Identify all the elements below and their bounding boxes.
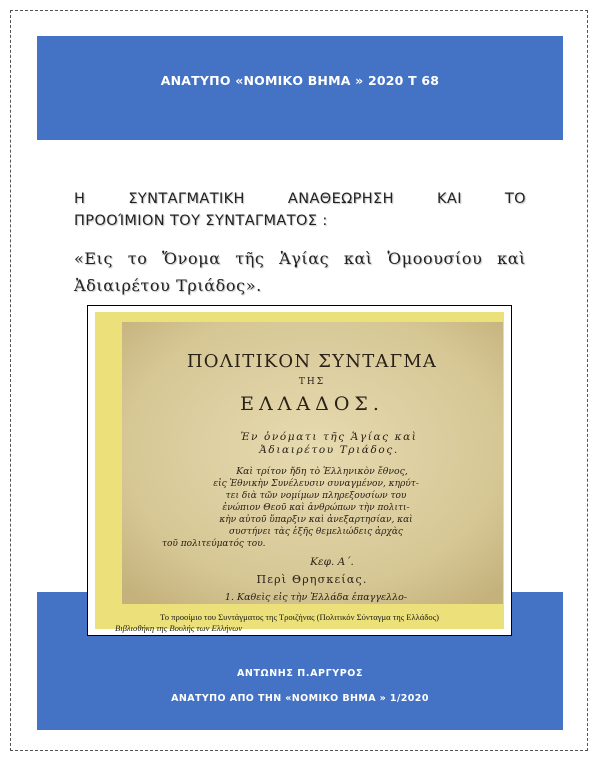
header-banner [37,36,563,140]
figure-frame [95,312,504,633]
scan-article: 1. Καθεὶς εἰς τὴν Ἑλλάδα ἐπαγγελλο- [224,592,408,603]
header-banner-text: ΑΝΑΤΥΠΟ «ΝΟΜΙΚΟ ΒΗΜΑ » 2020 Τ 68 [160,73,440,88]
reprint-notice: ΑΝΑΤΥΠΟ ΑΠΟ ΤΗΝ «ΝΟΜΙΚΟ ΒΗΜΑ » 1/2020 [171,693,429,704]
scan-invocation-2: Ἀδιαιρέτου Τριάδος. [259,444,399,456]
scan-section: Περὶ Θρησκείας. [256,573,368,586]
title-word: Η [74,191,86,207]
title-word: ΑΝΑΘΕΩΡΗΣΗ [287,191,394,207]
constitution-scan-image [122,322,503,604]
title-word: ΤΟ [504,191,526,207]
scan-body-line: Καὶ τρίτον ἤδη τὸ Ἑλληνικὸν ἔθνος, [236,466,408,477]
document-subtitle: «Εις το Ὄνομα τῆς Ἁγίας καὶ Ὁμοουσίου καὶ Ἀδιαιρέτου Τριάδος». [74,249,526,295]
title-word: ΚΑΙ [436,191,462,207]
scan-body-line: τει διὰ τῶν νομίμων πληρεξουσίων του [225,491,407,501]
title-line-2: ΠΡΟΟΊΜΙΟΝ ΤΟΥ ΣΥΝΤΑΓΜΑΤΟΣ : [74,213,328,229]
constitution-figure [87,305,512,636]
scan-invocation-1: Ἐν ὀνόματι τῆς Ἁγίας καὶ [240,431,418,443]
figure-caption: Το προοίμιο του Συντάγματος της Τροιζήνας (Πολιτικόν Σύνταγμα της Ελλάδος) [160,612,439,622]
scan-page-svg [122,322,503,604]
scan-body-line: τοῦ πολιτεύματός του. [162,539,266,549]
scan-body-line: συστήνει τὰς ἑξῆς θεμελιώδεις ἀρχὰς [229,527,403,537]
scan-body-line: κὴν αὐτοῦ ὕπαρξιν καὶ ἀνεξαρτησίαν, καὶ [219,515,413,525]
title-word: ΣΥΝΤΑΓΜΑΤΙΚΗ [128,191,245,207]
scan-body-line: ἐνώπιον Θεοῦ καὶ ἀνθρώπων τὴν πολιτι- [222,503,410,513]
author-name: ΑΝΤΩΝΗΣ Π.ΑΡΓΥΡΟΣ [236,668,364,679]
title-line-1 [74,188,526,210]
scan-heading: ΠΟΛΙΤΙΚΟΝ ΣΥΝΤΑΓΜΑ [186,351,438,372]
scan-the: ΤΗΣ [298,377,326,387]
scan-country: ΕΛΛΑΔΟΣ. [240,393,384,415]
scan-chapter: Κεφ. Α΄. [310,556,354,568]
document-title [74,188,526,232]
figure-source: Βιβλιοθήκη της Βουλής των Ελλήνων [115,623,243,633]
scan-body-line: εἰς Ἐθνικὴν Συνέλευσιν συναγμένον, κηρύτ- [213,479,419,489]
